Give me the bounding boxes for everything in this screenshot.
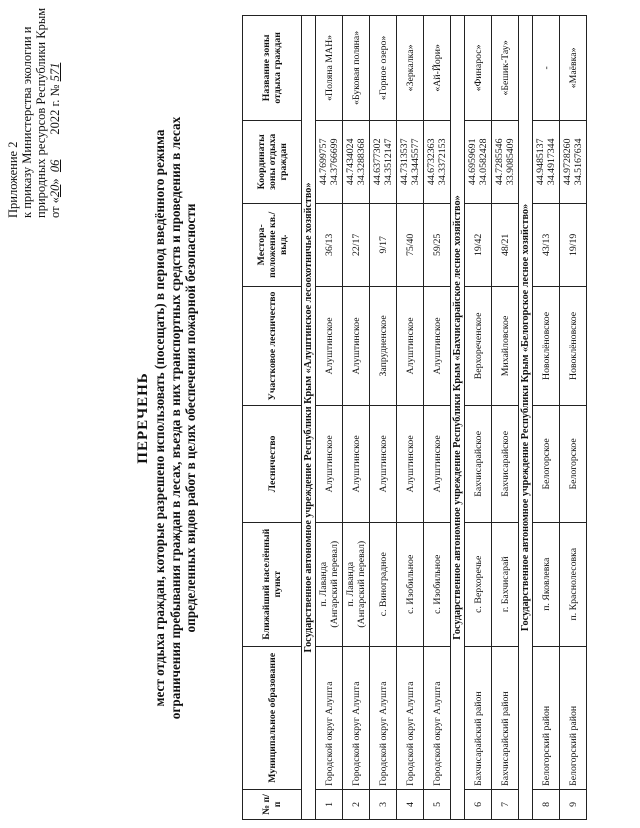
cell-settlement-text: с. Изобильное	[404, 554, 416, 614]
table-header-row	[243, 16, 302, 820]
cell-forestry-text: Алуштинское	[431, 435, 443, 493]
cell-number	[397, 789, 424, 819]
table-row	[560, 16, 587, 820]
cell-settlement-text: п. Лаванда	[345, 561, 356, 607]
cell-municipality-text: Белогорский район	[540, 705, 552, 786]
cell-forestry	[316, 406, 343, 523]
cell-settlement	[533, 522, 560, 646]
table-row	[492, 16, 519, 820]
cell-zone-name-text: «Бешик-Тау»	[499, 40, 511, 96]
cell-quarter	[316, 203, 343, 286]
cell-zone-name-text: «Горное озеро»	[377, 35, 389, 101]
approval-month: 06	[48, 159, 62, 173]
cell-coordinates	[492, 120, 519, 203]
cell-district-forestry-text: Верхореченское	[472, 312, 484, 380]
approval-day: 20	[48, 184, 62, 198]
col-zone-name: Название зоны отдыха граждан	[243, 16, 302, 121]
cell-forestry-text: Белогорское	[540, 438, 552, 490]
cell-district-forestry	[492, 286, 519, 405]
cell-zone-name	[560, 16, 587, 121]
cell-municipality	[343, 646, 370, 789]
cell-quarter	[465, 203, 492, 286]
cell-coordinates	[560, 120, 587, 203]
cell-number-text: 1	[323, 802, 335, 807]
cell-district-forestry-text: Новоклёновское	[540, 311, 552, 380]
heading-line-3: определенных видов работ в целях обеспечения пожарной безопасности	[183, 203, 198, 633]
cell-quarter	[424, 203, 451, 286]
cell-number-text: 4	[404, 802, 416, 807]
cell-coordinates-text: 34.4917344	[546, 138, 557, 186]
cell-district-forestry	[370, 286, 397, 405]
cell-settlement-text: с. Виноградное	[377, 552, 389, 617]
cell-forestry-text: Белогорское	[567, 438, 579, 490]
approval-line-1: Приложение 2	[6, 141, 20, 218]
cell-district-forestry-text: Алуштинское	[350, 317, 362, 375]
cell-municipality	[492, 646, 519, 789]
cell-district-forestry-text: Алуштинское	[323, 317, 335, 375]
approval-line-3: природных ресурсов Республики Крым	[34, 7, 48, 218]
cell-coordinates	[316, 120, 343, 203]
cell-municipality	[370, 646, 397, 789]
cell-settlement	[370, 522, 397, 646]
cell-settlement-text: п. Лаванда	[318, 561, 329, 607]
cell-district-forestry	[424, 286, 451, 405]
cell-coordinates	[343, 120, 370, 203]
recreation-places-table	[242, 15, 587, 820]
approval-stamp	[6, 7, 62, 218]
cell-zone-name-text: «Ай-Йори»	[431, 44, 443, 92]
approval-number: 571	[48, 62, 62, 82]
cell-coordinates-text: 44.9485137	[535, 138, 546, 186]
cell-number	[533, 789, 560, 819]
cell-coordinates	[465, 120, 492, 203]
cell-number-text: 9	[567, 802, 579, 807]
cell-settlement-text: с. Изобильное	[431, 554, 443, 614]
organization-name: Государственное автономное учреждение Республики Крым «Белогорское лесное хозяйство»	[519, 16, 533, 820]
cell-forestry-text: Алуштинское	[350, 435, 362, 493]
cell-district-forestry	[533, 286, 560, 405]
cell-district-forestry-text: Михайловское	[499, 315, 511, 377]
cell-settlement-text: с. Верхоречье	[472, 555, 484, 613]
table-row	[343, 16, 370, 820]
cell-settlement-text: (Ангарский перевал)	[356, 540, 367, 628]
cell-municipality	[316, 646, 343, 789]
cell-zone-name	[465, 16, 492, 121]
cell-municipality	[533, 646, 560, 789]
cell-coordinates-text: 34.3445577	[410, 138, 421, 186]
cell-coordinates-text: 44.7313537	[399, 138, 410, 186]
cell-forestry-text: Алуштинское	[323, 435, 335, 493]
cell-number	[465, 789, 492, 819]
cell-zone-name-text: «Финарос»	[472, 44, 484, 92]
cell-zone-name	[343, 16, 370, 121]
cell-quarter-text: 22/17	[350, 233, 362, 256]
cell-municipality	[424, 646, 451, 789]
cell-municipality-text: Городской округ Алушта	[323, 681, 335, 786]
cell-zone-name-text: «Поляна МАН»	[323, 34, 335, 101]
cell-quarter	[370, 203, 397, 286]
cell-number-text: 7	[499, 802, 511, 807]
cell-settlement	[343, 522, 370, 646]
cell-coordinates-text: 34.3372153	[437, 138, 448, 186]
col-municipality: Муниципальное образование	[243, 646, 302, 789]
cell-quarter-text: 48/21	[499, 233, 511, 256]
cell-settlement	[465, 522, 492, 646]
col-quarter: Местора-положение кв./выд.	[243, 203, 302, 286]
cell-quarter-text: 9/17	[377, 236, 389, 254]
cell-forestry	[560, 406, 587, 523]
cell-district-forestry	[316, 286, 343, 405]
cell-number-text: 3	[377, 802, 389, 807]
cell-zone-name	[533, 16, 560, 121]
cell-zone-name	[370, 16, 397, 121]
document-heading	[135, 88, 199, 748]
cell-district-forestry	[397, 286, 424, 405]
cell-district-forestry-text: Алуштинское	[404, 317, 416, 375]
cell-settlement	[560, 522, 587, 646]
cell-coordinates-text: 34.5167634	[573, 138, 584, 186]
cell-number-text: 2	[350, 802, 362, 807]
cell-quarter	[533, 203, 560, 286]
cell-forestry-text: Алуштинское	[377, 435, 389, 493]
cell-district-forestry	[343, 286, 370, 405]
organization-row	[519, 16, 533, 820]
cell-number	[560, 789, 587, 819]
table-row	[316, 16, 343, 820]
cell-forestry	[343, 406, 370, 523]
cell-forestry-text: Бахчисарайское	[472, 430, 484, 497]
organization-row	[451, 16, 465, 820]
cell-coordinates	[533, 120, 560, 203]
cell-zone-name-text: -	[540, 66, 552, 70]
document-title: ПЕРЕЧЕНЬ	[135, 372, 151, 464]
approval-line-4: от «20» 06 2022 г. № 571	[48, 62, 62, 218]
cell-quarter-text: 36/13	[323, 233, 335, 256]
cell-zone-name	[492, 16, 519, 121]
cell-coordinates-text: 33.9085409	[505, 138, 516, 186]
organization-name: Государственное автономное учреждение Республики Крым «Бахчисарайское лесное хозяйство»	[451, 16, 465, 820]
cell-coordinates-text: 34.3766699	[329, 138, 340, 186]
cell-district-forestry	[465, 286, 492, 405]
cell-district-forestry	[560, 286, 587, 405]
cell-settlement-text: г. Бахчисарай	[499, 556, 511, 613]
cell-municipality-text: Городской округ Алушта	[350, 681, 362, 786]
cell-zone-name	[424, 16, 451, 121]
cell-coordinates-text: 44.9728260	[562, 138, 573, 186]
cell-zone-name-text: «Буковая поляна»	[350, 30, 362, 105]
cell-zone-name-text: «Маёвка»	[567, 47, 579, 89]
cell-settlement-text: (Ангарский перевал)	[329, 540, 340, 628]
cell-coordinates	[397, 120, 424, 203]
cell-coordinates-text: 44.7285546	[494, 138, 505, 186]
cell-coordinates-text: 34.3288368	[356, 138, 367, 186]
cell-number	[343, 789, 370, 819]
heading-line-1: мест отдыха граждан, которые разрешено использовать (посещать) в период введённого режима	[152, 129, 167, 707]
cell-forestry	[465, 406, 492, 523]
cell-coordinates	[424, 120, 451, 203]
organization-name: Государственное автономное учреждение Республики Крым «Алуштинское лесоохотничье хозяйство»	[302, 16, 316, 820]
table-row	[465, 16, 492, 820]
table-row	[533, 16, 560, 820]
cell-number	[424, 789, 451, 819]
cell-coordinates	[370, 120, 397, 203]
table-body	[302, 16, 587, 820]
cell-forestry-text: Бахчисарайское	[499, 430, 511, 497]
cell-quarter	[343, 203, 370, 286]
cell-quarter-text: 43/13	[540, 233, 552, 256]
cell-forestry	[533, 406, 560, 523]
cell-coordinates-text: 44.7699757	[318, 138, 329, 186]
cell-number	[316, 789, 343, 819]
cell-settlement	[316, 522, 343, 646]
cell-municipality-text: Белогорский район	[567, 705, 579, 786]
cell-settlement-text: п. Яковлевка	[540, 557, 552, 611]
cell-zone-name	[397, 16, 424, 121]
cell-coordinates-text: 34.0582428	[478, 138, 489, 186]
cell-number-text: 5	[431, 802, 443, 807]
cell-coordinates-text: 44.7434024	[345, 138, 356, 186]
cell-municipality-text: Городской округ Алушта	[431, 681, 443, 786]
cell-number	[492, 789, 519, 819]
cell-quarter	[397, 203, 424, 286]
table-row	[370, 16, 397, 820]
cell-settlement-text: п. Краснолесовка	[567, 547, 579, 621]
cell-municipality	[465, 646, 492, 789]
cell-forestry	[397, 406, 424, 523]
cell-quarter-text: 59/25	[431, 233, 443, 256]
col-forestry: Лесничество	[243, 406, 302, 523]
cell-settlement	[397, 522, 424, 646]
cell-forestry	[370, 406, 397, 523]
cell-coordinates-text: 44.6959691	[467, 138, 478, 186]
col-coordinates: Координаты зоны отдыха граждан	[243, 120, 302, 203]
cell-municipality	[397, 646, 424, 789]
cell-forestry-text: Алуштинское	[404, 435, 416, 493]
cell-zone-name-text: «Зеркалка»	[404, 44, 416, 92]
cell-settlement	[492, 522, 519, 646]
cell-municipality-text: Городской округ Алушта	[404, 681, 416, 786]
cell-municipality-text: Бахчисарайский район	[499, 691, 511, 786]
cell-coordinates-text: 44.6377302	[372, 138, 383, 186]
cell-settlement	[424, 522, 451, 646]
organization-row	[302, 16, 316, 820]
cell-district-forestry-text: Алуштинское	[431, 317, 443, 375]
cell-municipality-text: Бахчисарайский район	[472, 691, 484, 786]
cell-quarter-text: 75/40	[404, 233, 416, 256]
cell-district-forestry-text: Запрудненское	[377, 315, 389, 377]
cell-forestry	[492, 406, 519, 523]
cell-quarter	[492, 203, 519, 286]
cell-district-forestry-text: Новоклёновское	[567, 311, 579, 380]
col-district-forestry: Участковое лесничество	[243, 286, 302, 405]
cell-municipality	[560, 646, 587, 789]
col-settlement: Ближайший населённый пункт	[243, 522, 302, 646]
cell-coordinates-text: 34.3512147	[383, 138, 394, 186]
col-number: № п/п	[243, 789, 302, 819]
table-row	[397, 16, 424, 820]
cell-quarter-text: 19/42	[472, 233, 484, 256]
heading-line-2: ограничения пребывания граждан в лесах, въезда в них транспортных средств и проведения в лесах	[167, 116, 183, 720]
cell-quarter	[560, 203, 587, 286]
cell-forestry	[424, 406, 451, 523]
cell-number-text: 6	[472, 802, 484, 807]
table-row	[424, 16, 451, 820]
cell-coordinates-text: 44.6732363	[426, 138, 437, 186]
cell-number	[370, 789, 397, 819]
cell-number-text: 8	[540, 802, 552, 807]
cell-quarter-text: 19/19	[567, 233, 579, 256]
cell-zone-name	[316, 16, 343, 121]
cell-municipality-text: Городской округ Алушта	[377, 681, 389, 786]
approval-line-2: к приказу Министерства экологии и	[20, 26, 34, 218]
